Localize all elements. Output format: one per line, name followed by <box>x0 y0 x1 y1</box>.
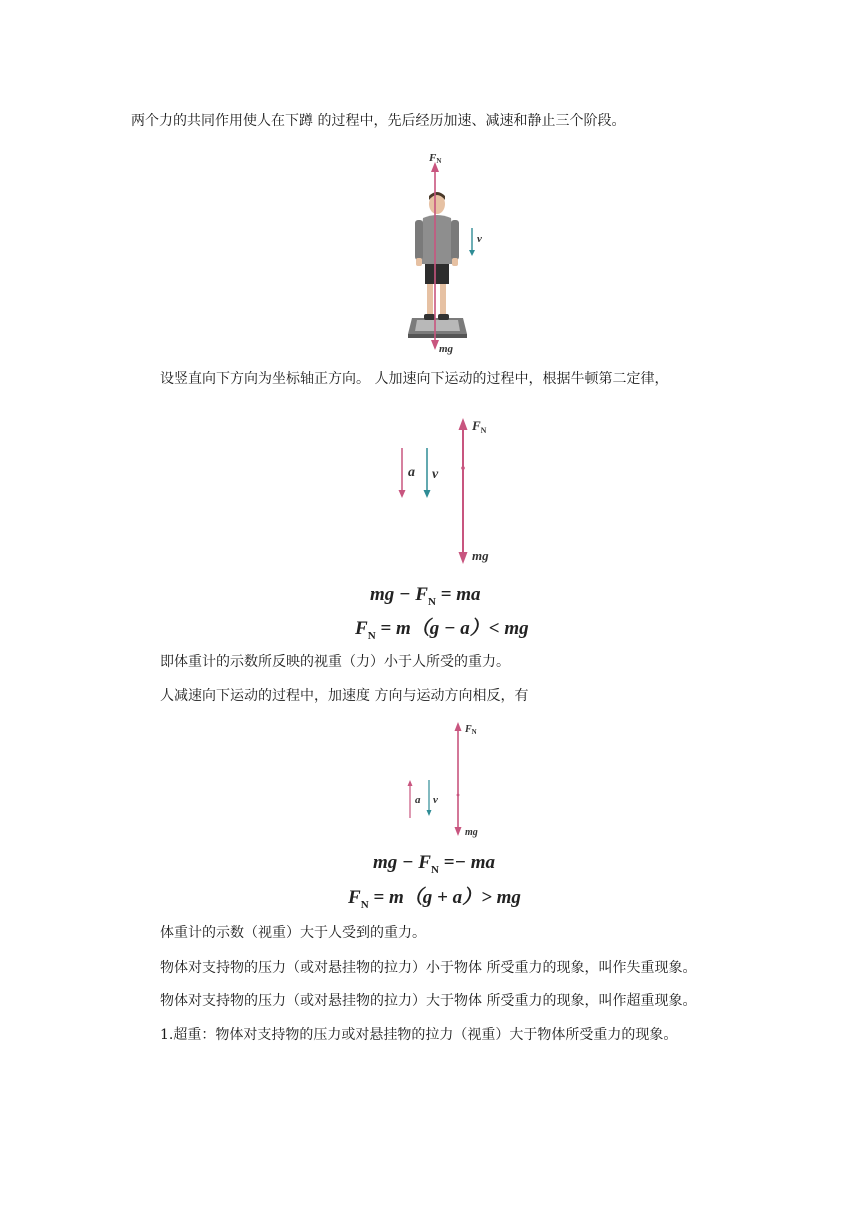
velocity-arrow <box>469 228 475 256</box>
label-mg: mg <box>439 343 454 355</box>
paragraph-weightlessness-definition: 物体对支持物的压力（或对悬挂物的拉力）小于物体 所受重力的现象，叫作失重现象。 <box>160 960 697 976</box>
figure-person-on-scale <box>395 148 485 358</box>
figure-decelerating-down <box>400 718 500 842</box>
equation-newton-decelerating: mg − $F_N$ =− ma <box>373 852 496 876</box>
label-a: a <box>415 794 421 806</box>
bathroom-scale <box>408 318 467 338</box>
label-v: v <box>432 467 439 482</box>
label-a: a <box>408 465 415 480</box>
paragraph-squat-stages: 两个力的共同作用使人在下蹲 的过程中，先后经历加速、减速和静止三个阶段。 <box>131 113 626 129</box>
velocity-arrow <box>427 780 432 816</box>
label-fn: $F_N$ <box>465 724 477 736</box>
velocity-arrow <box>424 448 431 498</box>
paragraph-overweight-definition: 物体对支持物的压力（或对悬挂物的拉力）大于物体 所受重力的现象，叫作超重现象。 <box>160 993 697 1009</box>
equation-fn-less-than-mg: $F_N = m(g - a)<$ mg <box>355 618 529 642</box>
figure-accelerating-down <box>390 410 510 570</box>
label-mg: mg <box>465 827 478 838</box>
paragraph-coordinate-setup: 设竖直向下方向为坐标轴正方向。 人加速向下运动的过程中，根据牛顿第二定律， <box>160 371 669 387</box>
paragraph-overweight-summary: 1.超重：物体对支持物的压力或对悬挂物的拉力（视重）大于物体所受重力的现象。 <box>160 1027 678 1043</box>
label-v: v <box>477 233 482 245</box>
acceleration-arrow <box>399 448 406 498</box>
label-fn: FN <box>429 152 442 165</box>
equation-fn-greater-than-mg: $F_N = m(g + a)>$ mg <box>348 887 521 911</box>
acceleration-arrow-up <box>408 780 413 818</box>
force-arrow-fn-mg <box>455 722 462 836</box>
paragraph-apparent-weight-less: 即体重计的示数所反映的视重（力）小于人所受的重力。 <box>160 654 510 670</box>
label-fn: $F_N$ <box>472 418 487 435</box>
paragraph-decelerating-down: 人减速向下运动的过程中，加速度 方向与运动方向相反，有 <box>160 688 529 704</box>
label-v: v <box>433 794 438 806</box>
paragraph-apparent-weight-greater: 体重计的示数（视重）大于人受到的重力。 <box>160 925 426 941</box>
label-mg: mg <box>472 548 489 563</box>
force-arrow-fn-mg <box>459 418 468 564</box>
equation-newton-accelerating: mg − $F_N$ = ma <box>370 584 481 608</box>
